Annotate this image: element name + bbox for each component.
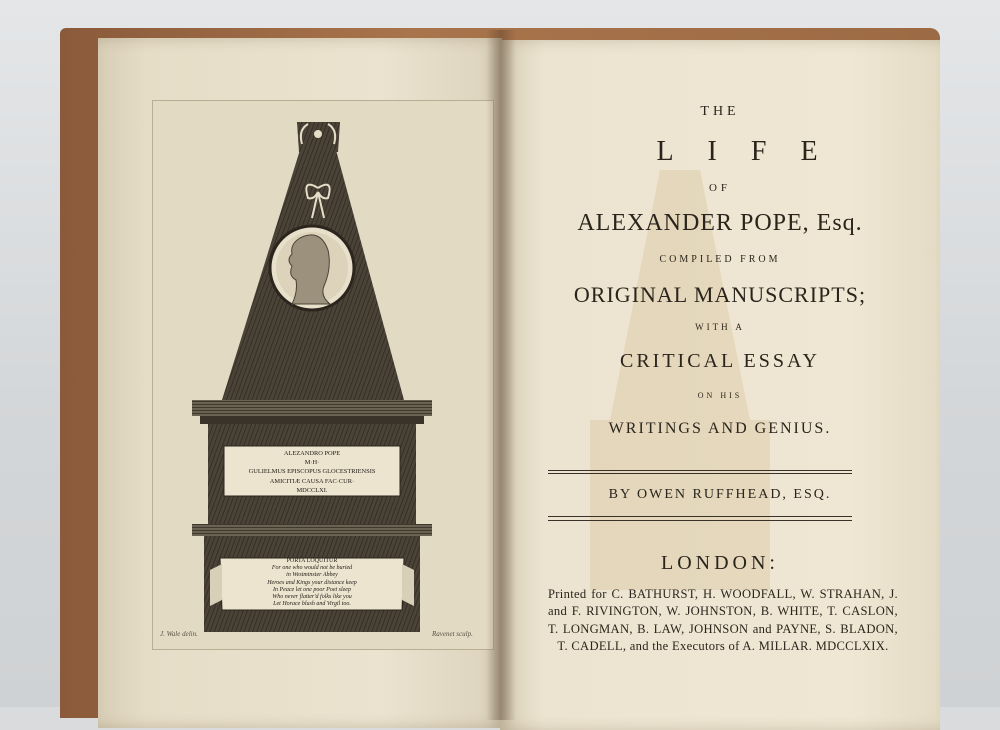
title-life: LIFE (656, 136, 852, 167)
title-original-manuscripts: ORIGINAL MANUSCRIPTS; (573, 282, 867, 307)
verse-line: In Peace let one poor Poet sleep (273, 586, 351, 593)
inscription-line: MDCCLXI. (296, 486, 328, 494)
title-compiled-from: COMPILED FROM (659, 254, 781, 265)
verse-line: Heroes and Kings your distance keep (267, 579, 357, 586)
scroll-title: PORTA LOQUITUR (286, 558, 338, 564)
engraving-signature-right: Ravenet sculp. (432, 630, 473, 638)
engraving-signature-left: J. Wale delin. (160, 630, 198, 638)
title-with-a: WITH A (695, 322, 745, 332)
rule-top-thin (548, 473, 852, 474)
title-subject-name: ALEXANDER POPE, Esq. (577, 210, 863, 236)
title-the: THE (700, 104, 740, 119)
inscription-line: GULIELMUS EPISCOPUS GLOCESTRIENSIS (248, 468, 376, 476)
title-imprint: Printed for C. BATHURST, H. WOODFALL, W. STRAHAN, J. and F. RIVINGTON, W. JOHNSTON, B. WHITE, T. CASLON, T. LONGMAN, B. LAW, JOHNSON and PAYNE, S. BLADON, T. CADELL, and the Executors of A. MILLAR. MDCCLXIX. (548, 587, 898, 654)
monument-inscription (224, 449, 400, 495)
book-gutter (486, 30, 516, 720)
inscription-line: AMICITIÆ CAUSA FAC·CUR· (269, 477, 355, 485)
verse-line: Let Horace blush and Virgil too. (273, 601, 351, 608)
title-critical-essay: CRITICAL ESSAY (620, 350, 820, 372)
rule-bottom (548, 516, 852, 517)
title-of: OF (708, 182, 732, 194)
title-author: BY OWEN RUFFHEAD, ESQ. (608, 487, 832, 502)
portrait-medallion (270, 226, 354, 310)
scroll-verse (222, 558, 402, 608)
title-place: LONDON: (661, 552, 779, 574)
rule-bottom-thin (548, 520, 852, 521)
title-on-his: ON HIS (697, 391, 743, 400)
inscription-line: ALEZANDRO POPE (283, 450, 341, 457)
verse-line: in Westminster Abbey (286, 572, 338, 579)
verse-line: Who never flatter'd folks like you (272, 594, 352, 601)
inscription-line: M·H· (304, 459, 320, 467)
title-writings-genius: WRITINGS AND GENIUS. (608, 420, 832, 437)
rule-top (548, 470, 852, 471)
verse-line: For one who would not be buried (271, 565, 353, 572)
